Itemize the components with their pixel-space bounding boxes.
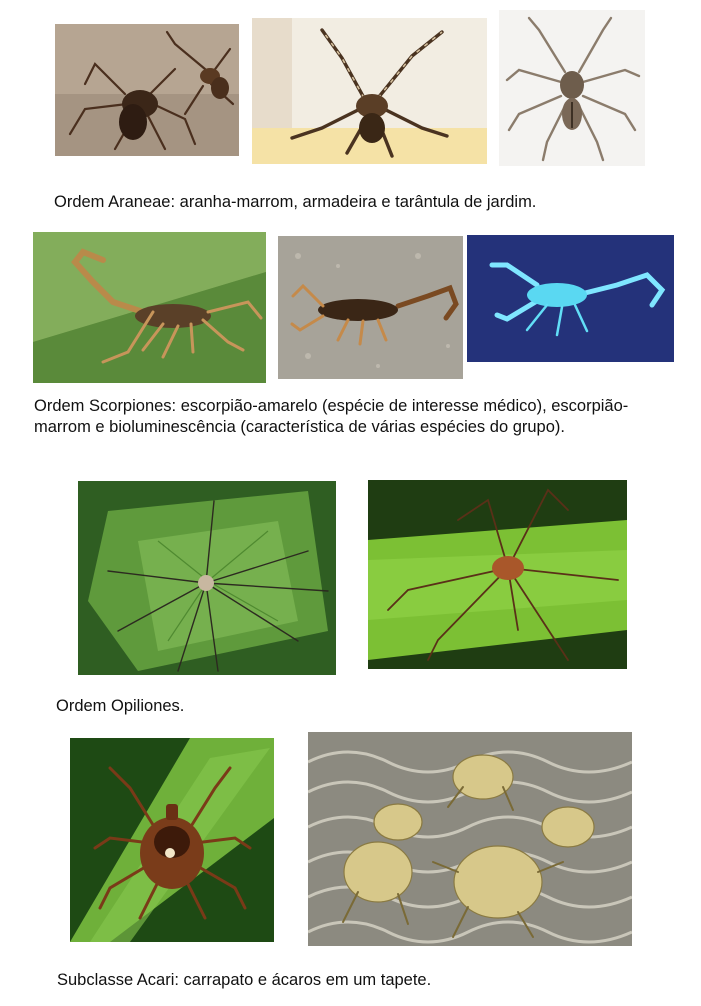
photo-brown-scorpion bbox=[278, 236, 463, 379]
caption-scorpiones: Ordem Scorpiones: escorpião-amarelo (espécie de interesse médico), escorpião-marrom e bioluminescência (característica de várias espécies do grupo). bbox=[34, 397, 629, 436]
photo-tick-on-leaf bbox=[70, 738, 274, 942]
photo-wandering-spider bbox=[252, 18, 487, 164]
caption-acari: Subclasse Acari: carrapato e ácaros em um tapete. bbox=[57, 971, 432, 989]
photo-harvestman-on-leaf bbox=[368, 480, 627, 669]
photo-garden-tarantula bbox=[499, 10, 645, 166]
caption-araneae: Ordem Araneae: aranha-marrom, armadeira e tarântula de jardim. bbox=[54, 193, 537, 211]
photo-harvestman-on-nettle bbox=[78, 481, 336, 675]
photo-yellow-scorpion bbox=[33, 232, 266, 383]
photo-bioluminescent-scorpion bbox=[467, 235, 674, 362]
photo-brown-recluse-spider bbox=[55, 24, 239, 156]
caption-opiliones: Ordem Opiliones. bbox=[56, 697, 185, 715]
photo-dust-mites-on-carpet bbox=[308, 732, 632, 946]
